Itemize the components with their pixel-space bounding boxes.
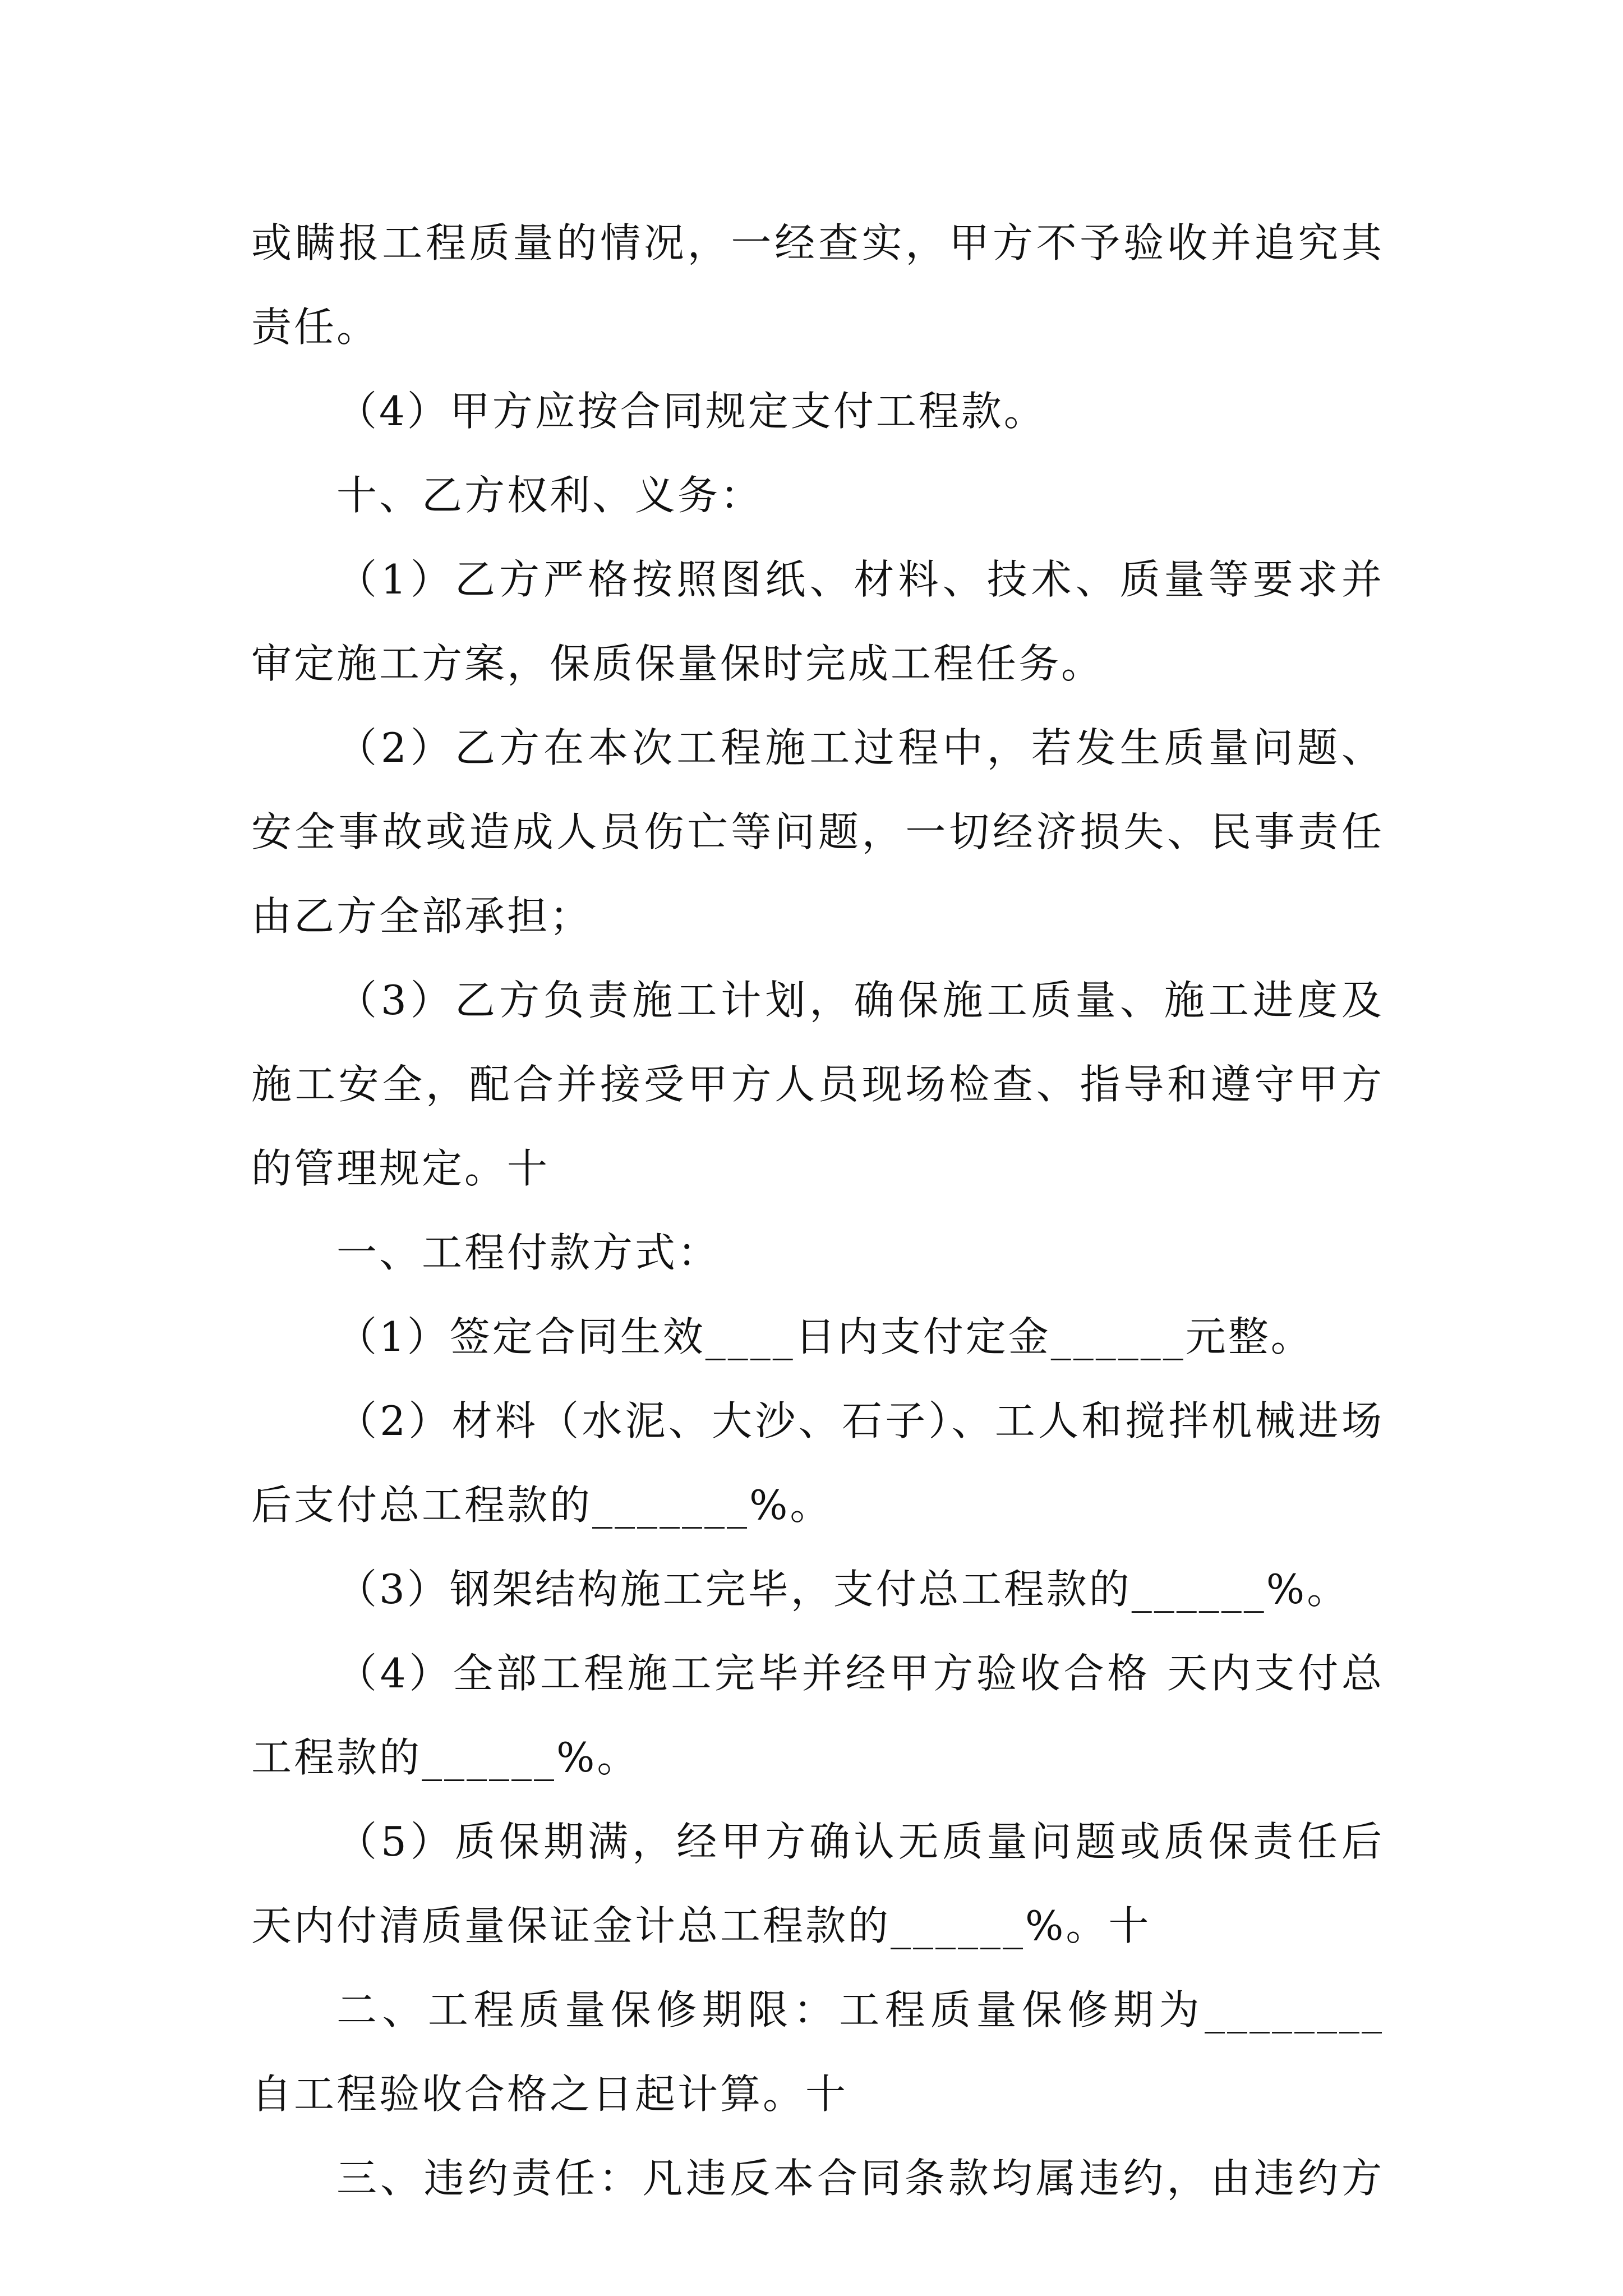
text-line: （2）乙方在本次工程施工过程中，若发生质量问题、 [336, 724, 1384, 771]
text-line: （3）乙方负责施工计划，确保施工质量、施工进度及 [336, 977, 1384, 1024]
text-line: （1）签定合同生效____日内支付定金______元整。 [336, 1313, 1313, 1360]
text-line: 一、工程付款方式： [336, 1229, 721, 1276]
text-line: 工程款的______%。 [251, 1734, 640, 1781]
text-line: 二、工程质量保修期限：工程质量保修期为________ [336, 1986, 1384, 2033]
text-line: 的管理规定。十 [251, 1145, 550, 1192]
text-line: 自工程验收合格之日起计算。十 [251, 2070, 849, 2118]
text-line: 施工安全，配合并接受甲方人员现场检查、指导和遵守甲方 [251, 1061, 1384, 1108]
text-line: 或瞒报工程质量的情况，一经查实，甲方不予验收并追究其 [251, 219, 1384, 266]
text-line: （5）质保期满，经甲方确认无质量问题或质保责任后 [336, 1818, 1384, 1865]
text-line: 天内付清质量保证金计总工程款的______%。十 [251, 1902, 1151, 1949]
text-line: 十、乙方权利、义务： [336, 472, 763, 519]
text-line: （1）乙方严格按照图纸、材料、技术、质量等要求并 [336, 556, 1384, 603]
text-line: 后支付总工程款的_______%。 [251, 1481, 833, 1529]
text-line: （4）甲方应按合同规定支付工程款。 [336, 388, 1046, 435]
text-line: （2）材料（水泥、大沙、石子）、工人和搅拌机械进场 [336, 1397, 1384, 1444]
text-line: 由乙方全部承担； [251, 892, 593, 940]
text-line: 三、违约责任：凡违反本合同条款均属违约，由违约方 [336, 2155, 1384, 2202]
text-line: 审定施工方案，保质保量保时完成工程任务。 [251, 640, 1104, 687]
text-line: （4）全部工程施工完毕并经甲方验收合格 天内支付总 [336, 1650, 1384, 1697]
text-line: 安全事故或造成人员伤亡等问题，一切经济损失、民事责任 [251, 808, 1384, 855]
contract-text-block [251, 201, 1384, 2220]
text-line: 责任。 [251, 303, 380, 351]
text-line: （3）钢架结构施工完毕，支付总工程款的______%。 [336, 1566, 1350, 1613]
